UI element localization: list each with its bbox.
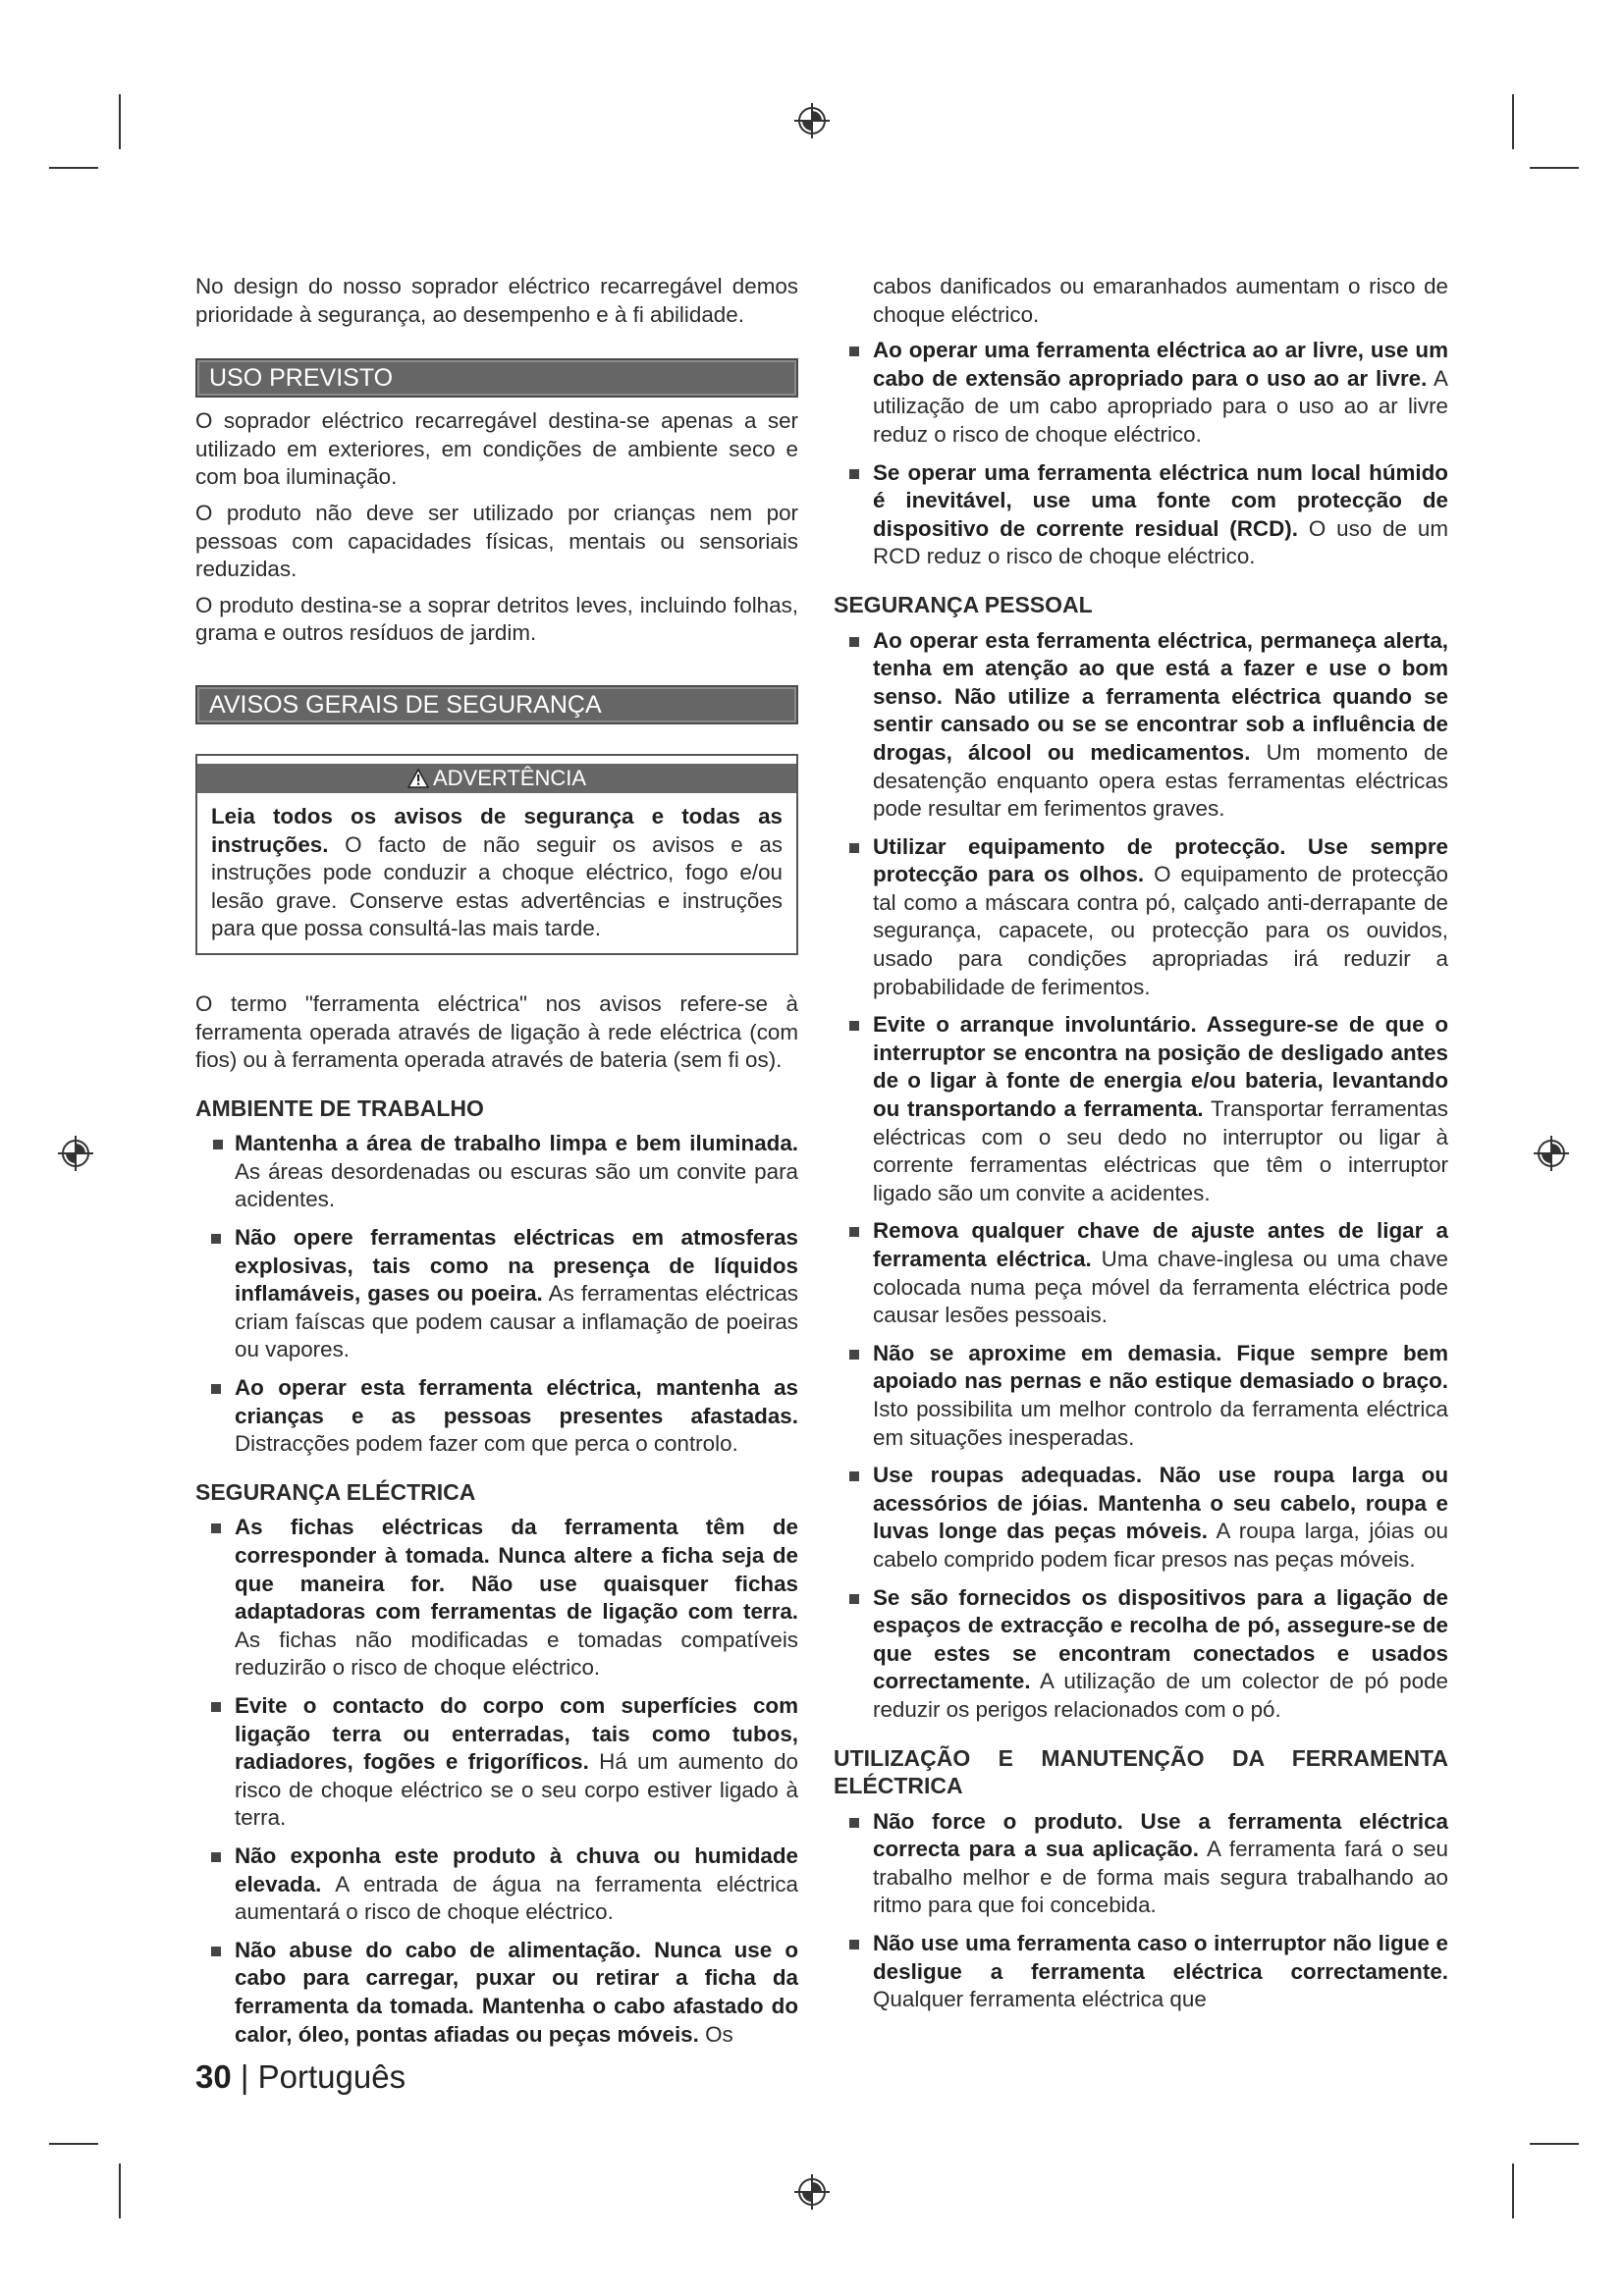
list-item: Utilizar equipamento de protecção. Use sempre protecção para os olhos. O equipamento de protecção tal como a máscara contra pó, calçado anti-derrapante de segurança, capacete, ou protecção para os ouvidos, usado para condições apropriadas irá reduzir a probabilidade de ferimentos.	[834, 833, 1448, 1002]
crop-mark	[49, 167, 98, 169]
warning-box	[195, 754, 798, 955]
footer-language: Português	[257, 2058, 406, 2095]
bullet-square-icon	[849, 1021, 859, 1031]
crop-mark	[119, 94, 121, 149]
paragraph: O produto não deve ser utilizado por crianças nem por pessoas com capacidades físicas, mentais ou sensoriais reduzidas.	[195, 500, 798, 582]
list-item: Não force o produto. Use a ferramenta eléctrica correcta para a sua aplicação. A ferramenta fará o seu trabalho melhor e de forma mais segura trabalhando ao ritmo para que foi concebida.	[834, 1808, 1448, 1920]
crop-mark	[1512, 2163, 1514, 2218]
crop-mark	[119, 2163, 121, 2218]
crop-mark	[1530, 2143, 1579, 2145]
list-item: Evite o contacto do corpo com superfícies com ligação terra ou enterradas, tais como tubos, radiadores, fogões e frigoríficos. Há um aumento do risco de choque eléctrico se o seu corpo estiver ligado à terra.	[195, 1692, 798, 1833]
paragraph: O produto destina-se a soprar detritos leves, incluindo folhas, grama e outros resíduos de jardim.	[195, 592, 798, 646]
list-item: Não opere ferramentas eléctricas em atmosferas explosivas, tais como na presença de líquidos inflamáveis, gases ou poeira. As ferramentas eléctricas criam faíscas que podem causar a inflamação de poeiras ou vapores.	[195, 1224, 798, 1364]
list-item: Mantenha a área de trabalho limpa e bem iluminada. As áreas desordenadas ou escuras são um convite para acidentes.	[195, 1130, 798, 1214]
list-item: Não se aproxime em demasia. Fique sempre bem apoiado nas pernas e não estique demasiado o braço. Isto possibilita um melhor controlo da ferramenta eléctrica em situações inesperadas.	[834, 1340, 1448, 1452]
bullet-square-icon	[849, 843, 859, 853]
bullet-square-icon	[849, 1471, 859, 1481]
list-item: Ao operar uma ferramenta eléctrica ao ar livre, use um cabo de extensão apropriado para o uso ao ar livre. A utilização de um cabo apropriado para o uso ao ar livre reduz o risco de choque eléctrico.	[834, 337, 1448, 449]
bullet-square-icon	[849, 1818, 859, 1828]
list-item: Se operar uma ferramenta eléctrica num local húmido é inevitável, use uma fonte com protecção de dispositivo de corrente residual (RCD). O uso de um RCD reduz o risco de choque eléctrico.	[834, 459, 1448, 571]
intro-paragraph: No design do nosso soprador eléctrico recarregável demos prioridade à segurança, ao desempenho e à fi abilidade.	[195, 274, 798, 327]
subheading-seguranca-pessoal: SEGURANÇA PESSOAL	[834, 591, 1093, 617]
list-item: Ao operar esta ferramenta eléctrica, permaneça alerta, tenha em atenção ao que está a fazer e use o bom senso. Não utilize a ferramenta eléctrica quando se sentir cansado ou se se encontrar sob a influência de drogas, álcool ou medicamentos. Um momento de desatenção enquanto opera estas ferramentas eléctricas pode resultar em ferimentos graves.	[834, 627, 1448, 824]
bullet-square-icon	[211, 1234, 221, 1244]
bullet-square-icon	[211, 1523, 221, 1533]
bullet-square-icon	[849, 469, 859, 479]
right-column	[834, 273, 1448, 2024]
term-paragraph: O termo "ferramenta eléctrica" nos avisos refere-se à ferramenta operada através de ligação à rede eléctrica (com fios) ou à ferramenta operada através de bateria (sem fi os).	[195, 990, 798, 1073]
bullet-square-icon	[849, 1227, 859, 1237]
list-item: Se são fornecidos os dispositivos para a ligação de espaços de extracção e recolha de pó, assegure-se de que estes se encontram conectados e usados correctamente. A utilização de um colector de pó pode reduzir os perigos relacionados com o pó.	[834, 1584, 1448, 1725]
page-footer	[195, 2057, 406, 2097]
list-item: As fichas eléctricas da ferramenta têm de corresponder à tomada. Nunca altere a ficha seja de que maneira for. Não use quaisquer fichas adaptadoras com ferramentas de ligação com terra. As fichas não modificadas e tomadas compatíveis reduzirão o risco de choque eléctrico.	[195, 1514, 798, 1682]
bullet-square-icon	[849, 1594, 859, 1604]
warning-text: O facto de não seguir os avisos e as instruções pode conduzir a choque eléctrico, fogo e/ou lesão grave. Conserve estas advertências e instruções para que possa consultá-las mais tarde.	[211, 831, 783, 941]
bullet-square-icon	[211, 1702, 221, 1712]
list-item: Não exponha este produto à chuva ou humidade elevada. A entrada de água na ferramenta eléctrica aumentará o risco de choque eléctrico.	[195, 1842, 798, 1927]
subheading-utilizacao: UTILIZAÇÃO E MANUTENÇÃO DA FERRAMENTA ELÉCTRICA	[834, 1744, 1448, 1799]
registration-mark-icon	[793, 102, 831, 139]
bullet-square-icon	[849, 637, 859, 647]
warning-bold-text: Leia todos os avisos de segurança e todas as instruções.	[211, 803, 783, 857]
warning-title: ADVERTÊNCIA	[432, 765, 587, 790]
footer-separator: |	[231, 2058, 258, 2095]
registration-mark-icon	[1533, 1135, 1570, 1172]
left-column	[195, 273, 798, 2058]
paragraph: O soprador eléctrico recarregável destina-se apenas a ser utilizado em exteriores, em condições de ambiente seco e com boa iluminação.	[195, 408, 798, 490]
list-item: Evite o arranque involuntário. Assegure-se de que o interruptor se encontra na posição de desligado antes de o ligar à fonte de energia e/ou bateria, levantando ou transportando a ferramenta. Transportar ferramentas eléctricas com o seu dedo no interruptor ou ligar à corrente ferramentas eléctricas que têm o interruptor ligado são um convite a acidentes.	[834, 1011, 1448, 1207]
crop-mark	[49, 2143, 98, 2145]
registration-mark-icon	[793, 2173, 831, 2211]
subheading-ambiente: AMBIENTE DE TRABALHO	[195, 1095, 484, 1121]
list-item: Ao operar esta ferramenta eléctrica, mantenha as crianças e as pessoas presentes afastadas. Distracções podem fazer com que perca o controlo.	[195, 1374, 798, 1459]
subheading-seguranca-electrica: SEGURANÇA ELÉCTRICA	[195, 1478, 476, 1505]
list-item: Não use uma ferramenta caso o interruptor não ligue e desligue a ferramenta eléctrica correctamente. Qualquer ferramenta eléctrica que	[834, 1930, 1448, 2014]
bullet-square-icon	[211, 1384, 221, 1394]
bullet-square-icon	[849, 1350, 859, 1360]
list-item: Remova qualquer chave de ajuste antes de ligar a ferramenta eléctrica. Uma chave-inglesa ou uma chave colocada numa peça móvel da ferramenta eléctrica pode causar lesões pessoais.	[834, 1217, 1448, 1329]
section-heading-uso-previsto: USO PREVISTO	[195, 358, 798, 398]
list-item: Use roupas adequadas. Não use roupa larga ou acessórios de jóias. Mantenha o seu cabelo, roupa e luvas longe das peças móveis. A roupa larga, jóias ou cabelo comprido podem ficar presos nas peças móveis.	[834, 1462, 1448, 1574]
warning-header	[197, 764, 796, 793]
section-heading-avisos: AVISOS GERAIS DE SEGURANÇA	[195, 685, 798, 724]
bullet-square-icon	[849, 347, 859, 356]
bullet-square-icon	[213, 1140, 223, 1149]
list-item: Não abuse do cabo de alimentação. Nunca use o cabo para carregar, puxar ou retirar a ficha da ferramenta da tomada. Mantenha o cabo afastado do calor, óleo, pontas afiadas ou peças móveis. Os	[195, 1937, 798, 2049]
warning-triangle-icon	[407, 769, 429, 788]
bullet-square-icon	[211, 1852, 221, 1862]
crop-mark	[1530, 167, 1579, 169]
continuation-paragraph: cabos danificados ou emaranhados aumentam o risco de choque eléctrico.	[873, 274, 1448, 327]
page-number: 30	[195, 2058, 232, 2095]
crop-mark	[1512, 94, 1514, 149]
bullet-square-icon	[211, 1947, 221, 1956]
registration-mark-icon	[57, 1135, 94, 1172]
bullet-square-icon	[849, 1940, 859, 1949]
